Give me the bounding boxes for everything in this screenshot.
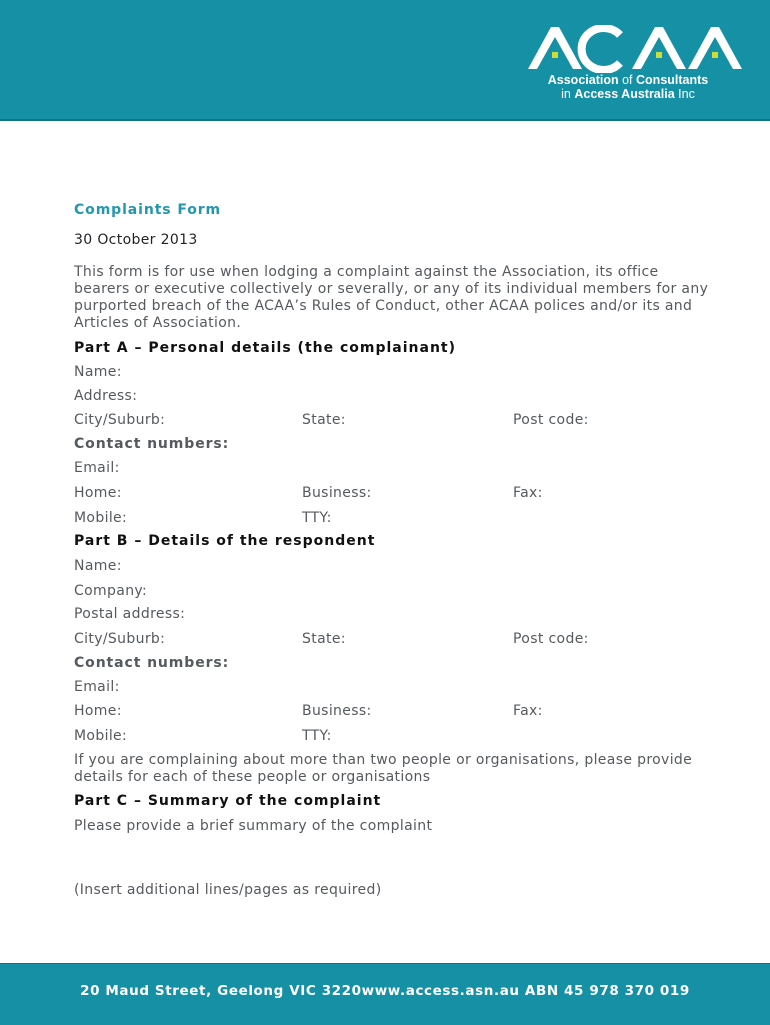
form-date: 30 October 2013: [74, 232, 198, 248]
part-b-postcode-label: Post code:: [513, 631, 589, 647]
intro-paragraph: This form is for use when lodging a complaint against the Association, its office bearers or executive collectively or severally, or any of its individual members for any purported breach of the ACAA’s Rules of Conduct, other ACAA polices and/or its and Articles of Association.: [74, 264, 709, 331]
part-a-mobile-label: Mobile:: [74, 510, 128, 526]
part-b-state-label: State:: [302, 631, 346, 647]
part-b-note: If you are complaining about more than two people or organisations, please provide details for each of these people or organisations: [74, 752, 693, 785]
part-c-heading: Part C – Summary of the complaint: [74, 793, 382, 809]
part-c-extra-note: (Insert additional lines/pages as required): [74, 882, 382, 898]
part-b-tty-label: TTY:: [302, 728, 332, 744]
part-a-fax-label: Fax:: [513, 485, 543, 501]
logo-line-2: in Access Australia Inc: [561, 87, 695, 101]
part-b-business-label: Business:: [302, 703, 372, 719]
part-b-mobile-label: Mobile:: [74, 728, 128, 744]
part-b-heading: Part B – Details of the respondent: [74, 533, 376, 549]
header-band: [0, 0, 770, 121]
part-b-home-label: Home:: [74, 703, 122, 719]
part-b-postal-label: Postal address:: [74, 606, 186, 622]
part-b-email-label: Email:: [74, 679, 120, 695]
part-a-state-label: State:: [302, 412, 346, 428]
part-a-business-label: Business:: [302, 485, 372, 501]
footer-band: [0, 963, 770, 1025]
part-a-name-label: Name:: [74, 364, 122, 380]
logo-line-1: Association of Consultants: [547, 73, 709, 87]
part-a-home-label: Home:: [74, 485, 122, 501]
part-b-name-label: Name:: [74, 558, 122, 574]
part-a-address-label: Address:: [74, 388, 138, 404]
part-b-contact-heading: Contact numbers:: [74, 655, 230, 671]
part-b-fax-label: Fax:: [513, 703, 543, 719]
part-a-heading: Part A – Personal details (the complainant): [74, 340, 457, 356]
part-a-tty-label: TTY:: [302, 510, 332, 526]
part-a-postcode-label: Post code:: [513, 412, 589, 428]
part-a-email-label: Email:: [74, 460, 120, 476]
acaa-logo: [528, 25, 748, 105]
form-title: Complaints Form: [74, 202, 222, 218]
acaa-wordmark-graphic: [528, 25, 748, 73]
footer-contact-line: 20 Maud Street, Geelong VIC 3220www.access.asn.au ABN 45 978 370 019: [80, 983, 690, 999]
part-b-city-label: City/Suburb:: [74, 631, 166, 647]
part-c-prompt: Please provide a brief summary of the complaint: [74, 818, 433, 834]
part-b-company-label: Company:: [74, 583, 148, 599]
part-a-city-label: City/Suburb:: [74, 412, 166, 428]
part-a-contact-heading: Contact numbers:: [74, 436, 230, 452]
